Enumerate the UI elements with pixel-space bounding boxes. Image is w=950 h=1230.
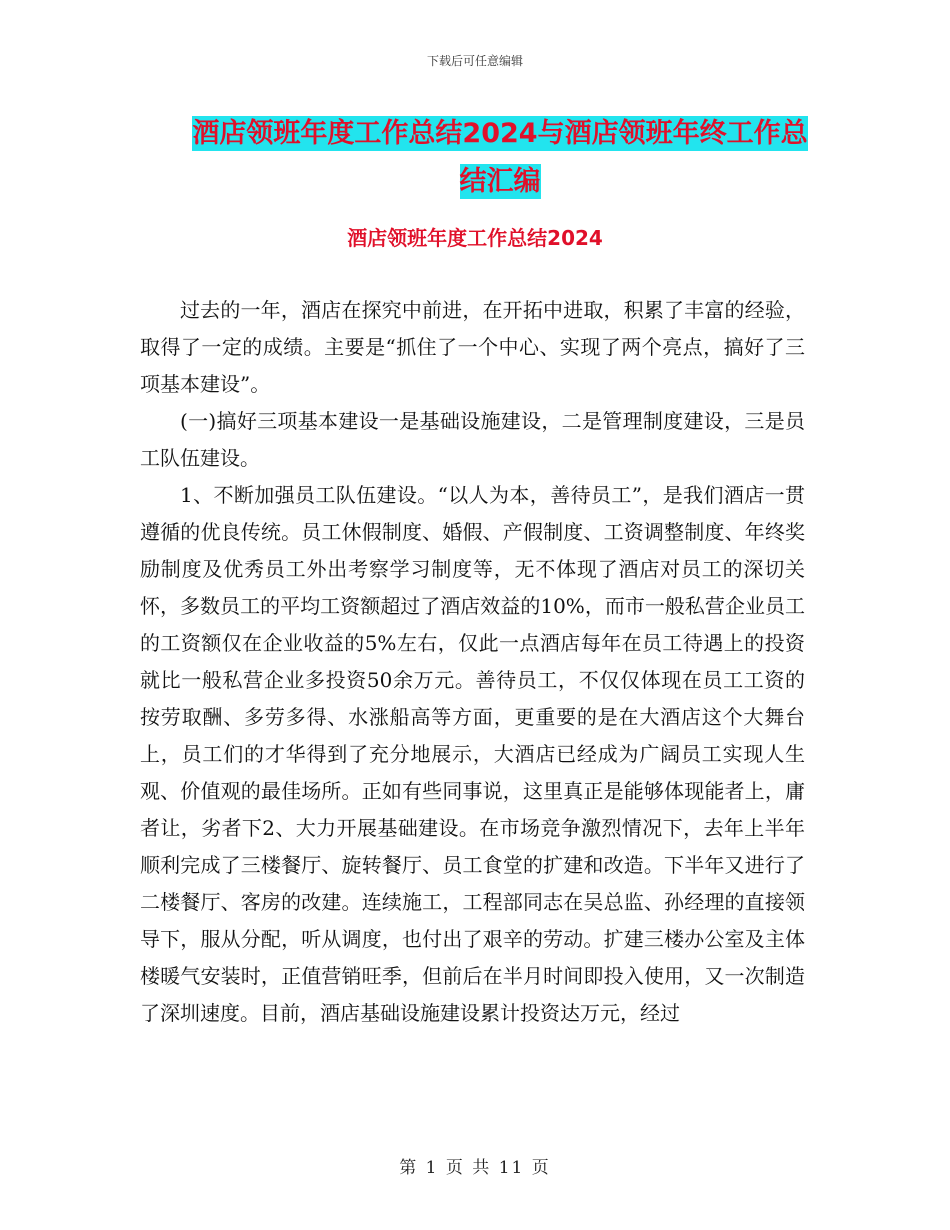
header-note: 下载后可任意编辑	[426, 54, 523, 68]
paragraph: (一)搞好三项基本建设一是基础设施建设，二是管理制度建设，三是员工队伍建设。	[140, 409, 805, 470]
section-title: 酒店领班年度工作总结2024	[347, 226, 603, 250]
document-title	[180, 110, 820, 206]
document-title-text: 酒店领班年度工作总结2024与酒店领班年终工作总结汇编	[192, 118, 808, 197]
page-number: 第 1 页 共 11 页	[399, 1158, 551, 1178]
paragraph: 过去的一年，酒店在探究中前进，在开拓中进取，积累了丰富的经验，取得了一定的成绩。主要是“抓住了一个中心、实现了两个亮点，搞好了三项基本建设”。	[140, 298, 805, 396]
paragraph: 1、不断加强员工队伍建设。“以人为本，善待员工”，是我们酒店一贯遵循的优良传统。员工休假制度、婚假、产假制度、工资调整制度、年终奖励制度及优秀员工外出考察学习制度等，无不体现了酒店对员工的深切关怀，多数员工的平均工资额超过了酒店效益的10%，而市一般私营企业员工的工资额仅在企业收益的5%左右，仅此一点酒店每年在员工待遇上的投资就比一般私营企业多投资50余万元。善待员工，不仅仅体现在员工工资的按劳取酬、多劳多得、水涨船高等方面，更重要的是在大酒店这个大舞台上，员工们的才华得到了充分地展示，大酒店已经成为广阔员工实现人生观、价值观的最佳场所。正如有些同事说，这里真正是能够体现能者上，庸者让，劣者下2、大力开展基础建设。在市场竞争激烈情况下，去年上半年顺利完成了三楼餐厅、旋转餐厅、员工食堂的扩建和改造。下半年又进行了二楼餐厅、客房的改建。连续施工，工程部同志在吴总监、孙经理的直接领导下，服从分配，听从调度，也付出了艰辛的劳动。扩建三楼办公室及主体楼暖气安装时，正值营销旺季，但前后在半月时间即投入使用，又一次制造了深圳速度。目前，酒店基础设施建设累计投资达万元，经过	[140, 483, 805, 1025]
document-body	[140, 292, 805, 1032]
